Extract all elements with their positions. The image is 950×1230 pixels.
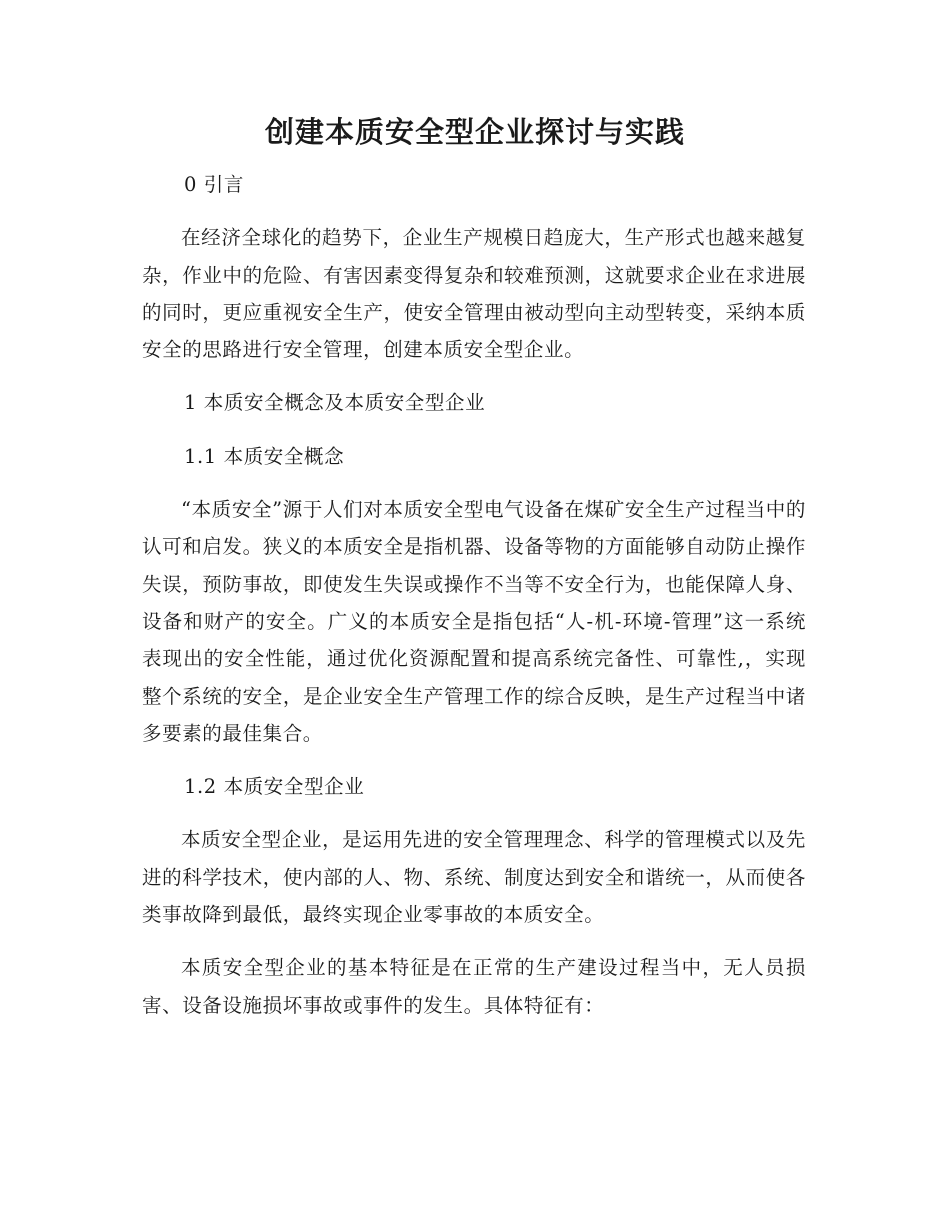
- section-1-2-heading: 1.2 本质安全型企业: [184, 775, 365, 799]
- enterprise-paragraph: 本质安全型企业，是运用先进的安全管理理念、科学的管理模式以及先进的科学技术，使内部的人、物、系统、制度达到安全和谐统一，从而使各类事故降到最低，最终实现企业零事故的本质安全。: [142, 828, 806, 927]
- features-paragraph: 本质安全型企业的基本特征是在正常的生产建设过程当中，无人员损害、设备设施损坏事故或事件的发生。具体特征有：: [142, 956, 806, 1017]
- intro-paragraph: 在经济全球化的趋势下，企业生产规模日趋庞大，生产形式也越来越复杂，作业中的危险、有害因素变得复杂和较难预测，这就要求企业在求进展的同时，更应重视安全生产，使安全管理由被动型向主动型转变，采纳本质安全的思路进行安全管理，创建本质安全型企业。: [142, 226, 806, 362]
- concept-paragraph: “本质安全”源于人们对本质安全型电气设备在煤矿安全生产过程当中的认可和启发。狭义的本质安全是指机器、设备等物的方面能够自动防止操作失误，预防事故，即使发生失误或操作不当等不安全行为，也能保障人身、设备和财产的安全。广义的本质安全是指包括“人-机-环境-管理”这一系统表现出的安全性能，通过优化资源配置和提高系统完备性、可靠性,，实现整个系统的安全，是企业安全生产管理工作的综合反映，是生产过程当中诸多要素的最佳集合。: [142, 498, 806, 745]
- section-0-heading: 0 引言: [184, 173, 245, 196]
- document-body: [142, 166, 806, 1024]
- section-1-1-heading: 1.1 本质安全概念: [184, 444, 345, 468]
- document-title: 创建本质安全型企业探讨与实践: [264, 115, 685, 149]
- section-1-heading: 1 本质安全概念及本质安全型企业: [184, 391, 486, 415]
